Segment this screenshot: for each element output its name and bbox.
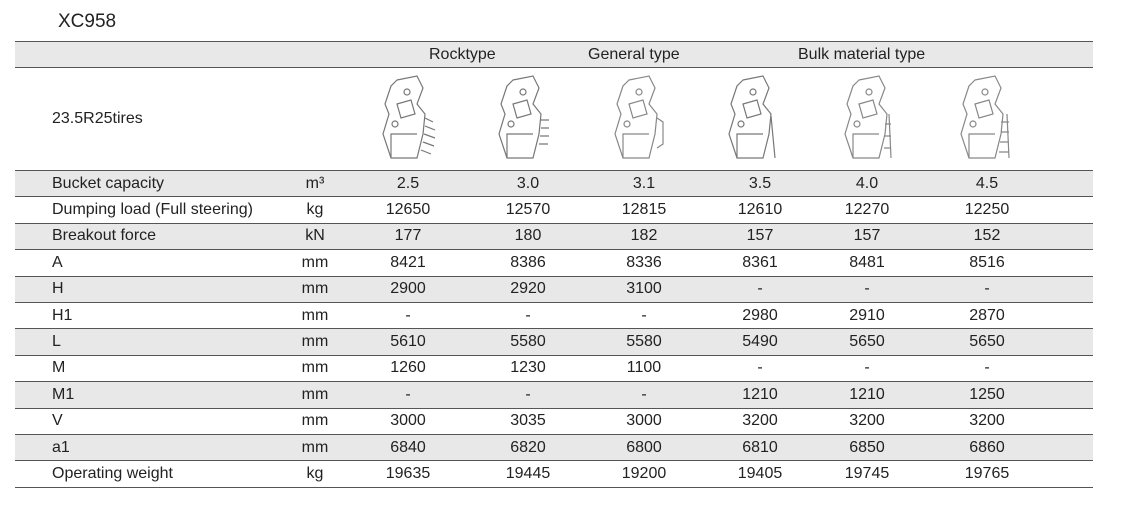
value-cell: 8386	[510, 253, 546, 271]
header-bulk-material-type: Bulk material type	[798, 45, 926, 63]
value-cell: 3.5	[748, 174, 772, 192]
value-cell: 19635	[385, 464, 431, 482]
value-cell: 3200	[742, 412, 778, 430]
bucket-icon	[609, 74, 673, 162]
spec-rows	[15, 171, 1093, 488]
row-label: Operating weight	[52, 464, 173, 482]
value-cell: 12570	[505, 201, 551, 219]
value-cell: 5650	[969, 333, 1005, 351]
value-cell: 2.5	[396, 174, 420, 192]
value-cell: -	[641, 385, 647, 403]
model-title: XC958	[58, 11, 117, 32]
value-cell: 1250	[969, 385, 1005, 403]
value-cell: 5610	[390, 333, 426, 351]
value-cell: 1100	[626, 359, 662, 377]
value-cell: 3035	[510, 412, 546, 430]
table-row	[15, 461, 1093, 487]
value-cell: 8421	[390, 253, 426, 271]
value-cell: -	[525, 306, 531, 324]
table-row	[15, 277, 1093, 303]
value-cell: -	[864, 359, 870, 377]
row-unit: m³	[305, 174, 325, 192]
value-cell: 8336	[626, 253, 662, 271]
table-row	[15, 197, 1093, 223]
value-cell: 12270	[844, 201, 890, 219]
value-cell: 6820	[510, 438, 546, 456]
table-row	[15, 250, 1093, 276]
value-cell: -	[525, 385, 531, 403]
value-cell: 1260	[390, 359, 426, 377]
value-cell: 12610	[737, 201, 783, 219]
value-cell: 19765	[964, 464, 1010, 482]
table-row	[15, 382, 1093, 408]
value-cell: 5580	[626, 333, 662, 351]
value-cell: 6810	[742, 438, 778, 456]
value-cell: -	[757, 359, 763, 377]
row-unit: mm	[301, 385, 329, 403]
value-cell: 8361	[742, 253, 778, 271]
row-label: Breakout force	[52, 227, 157, 245]
value-cell: 157	[853, 227, 881, 245]
value-cell: 3100	[626, 280, 662, 298]
value-cell: 182	[630, 227, 658, 245]
value-cell: -	[984, 359, 990, 377]
row-unit: mm	[301, 359, 329, 377]
bucket-image-row	[15, 68, 1093, 171]
row-unit: mm	[301, 412, 329, 430]
header-rocktype: Rocktype	[429, 45, 496, 63]
header-general-type: General type	[588, 45, 680, 63]
value-cell: -	[864, 280, 870, 298]
value-cell: 19200	[621, 464, 667, 482]
value-cell: -	[984, 280, 990, 298]
row-label: H1	[52, 306, 73, 324]
value-cell: 6840	[390, 438, 426, 456]
row-label: Bucket capacity	[52, 174, 165, 192]
value-cell: 5490	[742, 333, 778, 351]
value-cell: 1230	[510, 359, 546, 377]
value-cell: 6850	[849, 438, 885, 456]
row-label: Dumping load (Full steering)	[52, 201, 253, 219]
row-unit: mm	[301, 438, 329, 456]
value-cell: -	[405, 306, 411, 324]
value-cell: 12815	[621, 201, 667, 219]
table-row	[15, 329, 1093, 355]
value-cell: 4.0	[855, 174, 879, 192]
table-row	[15, 356, 1093, 382]
spec-table	[15, 41, 1093, 488]
row-unit: mm	[301, 253, 329, 271]
value-cell: 157	[746, 227, 774, 245]
value-cell: 8481	[849, 253, 885, 271]
value-cell: 3200	[849, 412, 885, 430]
row-unit: mm	[301, 306, 329, 324]
value-cell: -	[405, 385, 411, 403]
row-label: V	[52, 412, 63, 430]
value-cell: 19445	[505, 464, 551, 482]
row-unit: mm	[301, 280, 329, 298]
value-cell: 177	[394, 227, 422, 245]
value-cell: 12250	[964, 201, 1010, 219]
row-label: L	[52, 333, 61, 351]
value-cell: 2920	[510, 280, 546, 298]
row-label: a1	[52, 438, 70, 456]
value-cell: 3000	[390, 412, 426, 430]
value-cell: 12650	[385, 201, 431, 219]
table-row	[15, 435, 1093, 461]
row-label: M	[52, 359, 66, 377]
bucket-icon	[839, 74, 903, 162]
row-unit: kN	[305, 227, 325, 245]
value-cell: 1210	[742, 385, 778, 403]
table-row	[15, 409, 1093, 435]
value-cell: 19405	[737, 464, 783, 482]
bucket-icon	[955, 74, 1019, 162]
bucket-type-header	[15, 41, 1093, 68]
value-cell: 3000	[626, 412, 662, 430]
value-cell: 2900	[390, 280, 426, 298]
value-cell: 1210	[849, 385, 885, 403]
row-unit: kg	[306, 201, 324, 219]
tire-label: 23.5R25tires	[52, 110, 143, 127]
row-label: M1	[52, 385, 75, 403]
table-row	[15, 303, 1093, 329]
table-row	[15, 224, 1093, 250]
value-cell: 5650	[849, 333, 885, 351]
value-cell: 2980	[742, 306, 778, 324]
bucket-icon	[493, 74, 557, 162]
value-cell: 3.1	[632, 174, 656, 192]
value-cell: 152	[973, 227, 1001, 245]
bucket-icon	[377, 74, 441, 162]
row-label: H	[52, 280, 64, 298]
value-cell: 5580	[510, 333, 546, 351]
row-unit: mm	[301, 333, 329, 351]
value-cell: 6860	[969, 438, 1005, 456]
value-cell: 2870	[969, 306, 1005, 324]
bucket-icon	[723, 74, 787, 162]
value-cell: 8516	[969, 253, 1005, 271]
value-cell: 3200	[969, 412, 1005, 430]
table-row	[15, 171, 1093, 197]
row-unit: kg	[306, 464, 324, 482]
value-cell: 3.0	[516, 174, 540, 192]
row-label: A	[52, 253, 63, 271]
value-cell: 6800	[626, 438, 662, 456]
value-cell: 180	[514, 227, 542, 245]
value-cell: -	[641, 306, 647, 324]
value-cell: 19745	[844, 464, 890, 482]
value-cell: 2910	[849, 306, 885, 324]
value-cell: -	[757, 280, 763, 298]
value-cell: 4.5	[975, 174, 999, 192]
